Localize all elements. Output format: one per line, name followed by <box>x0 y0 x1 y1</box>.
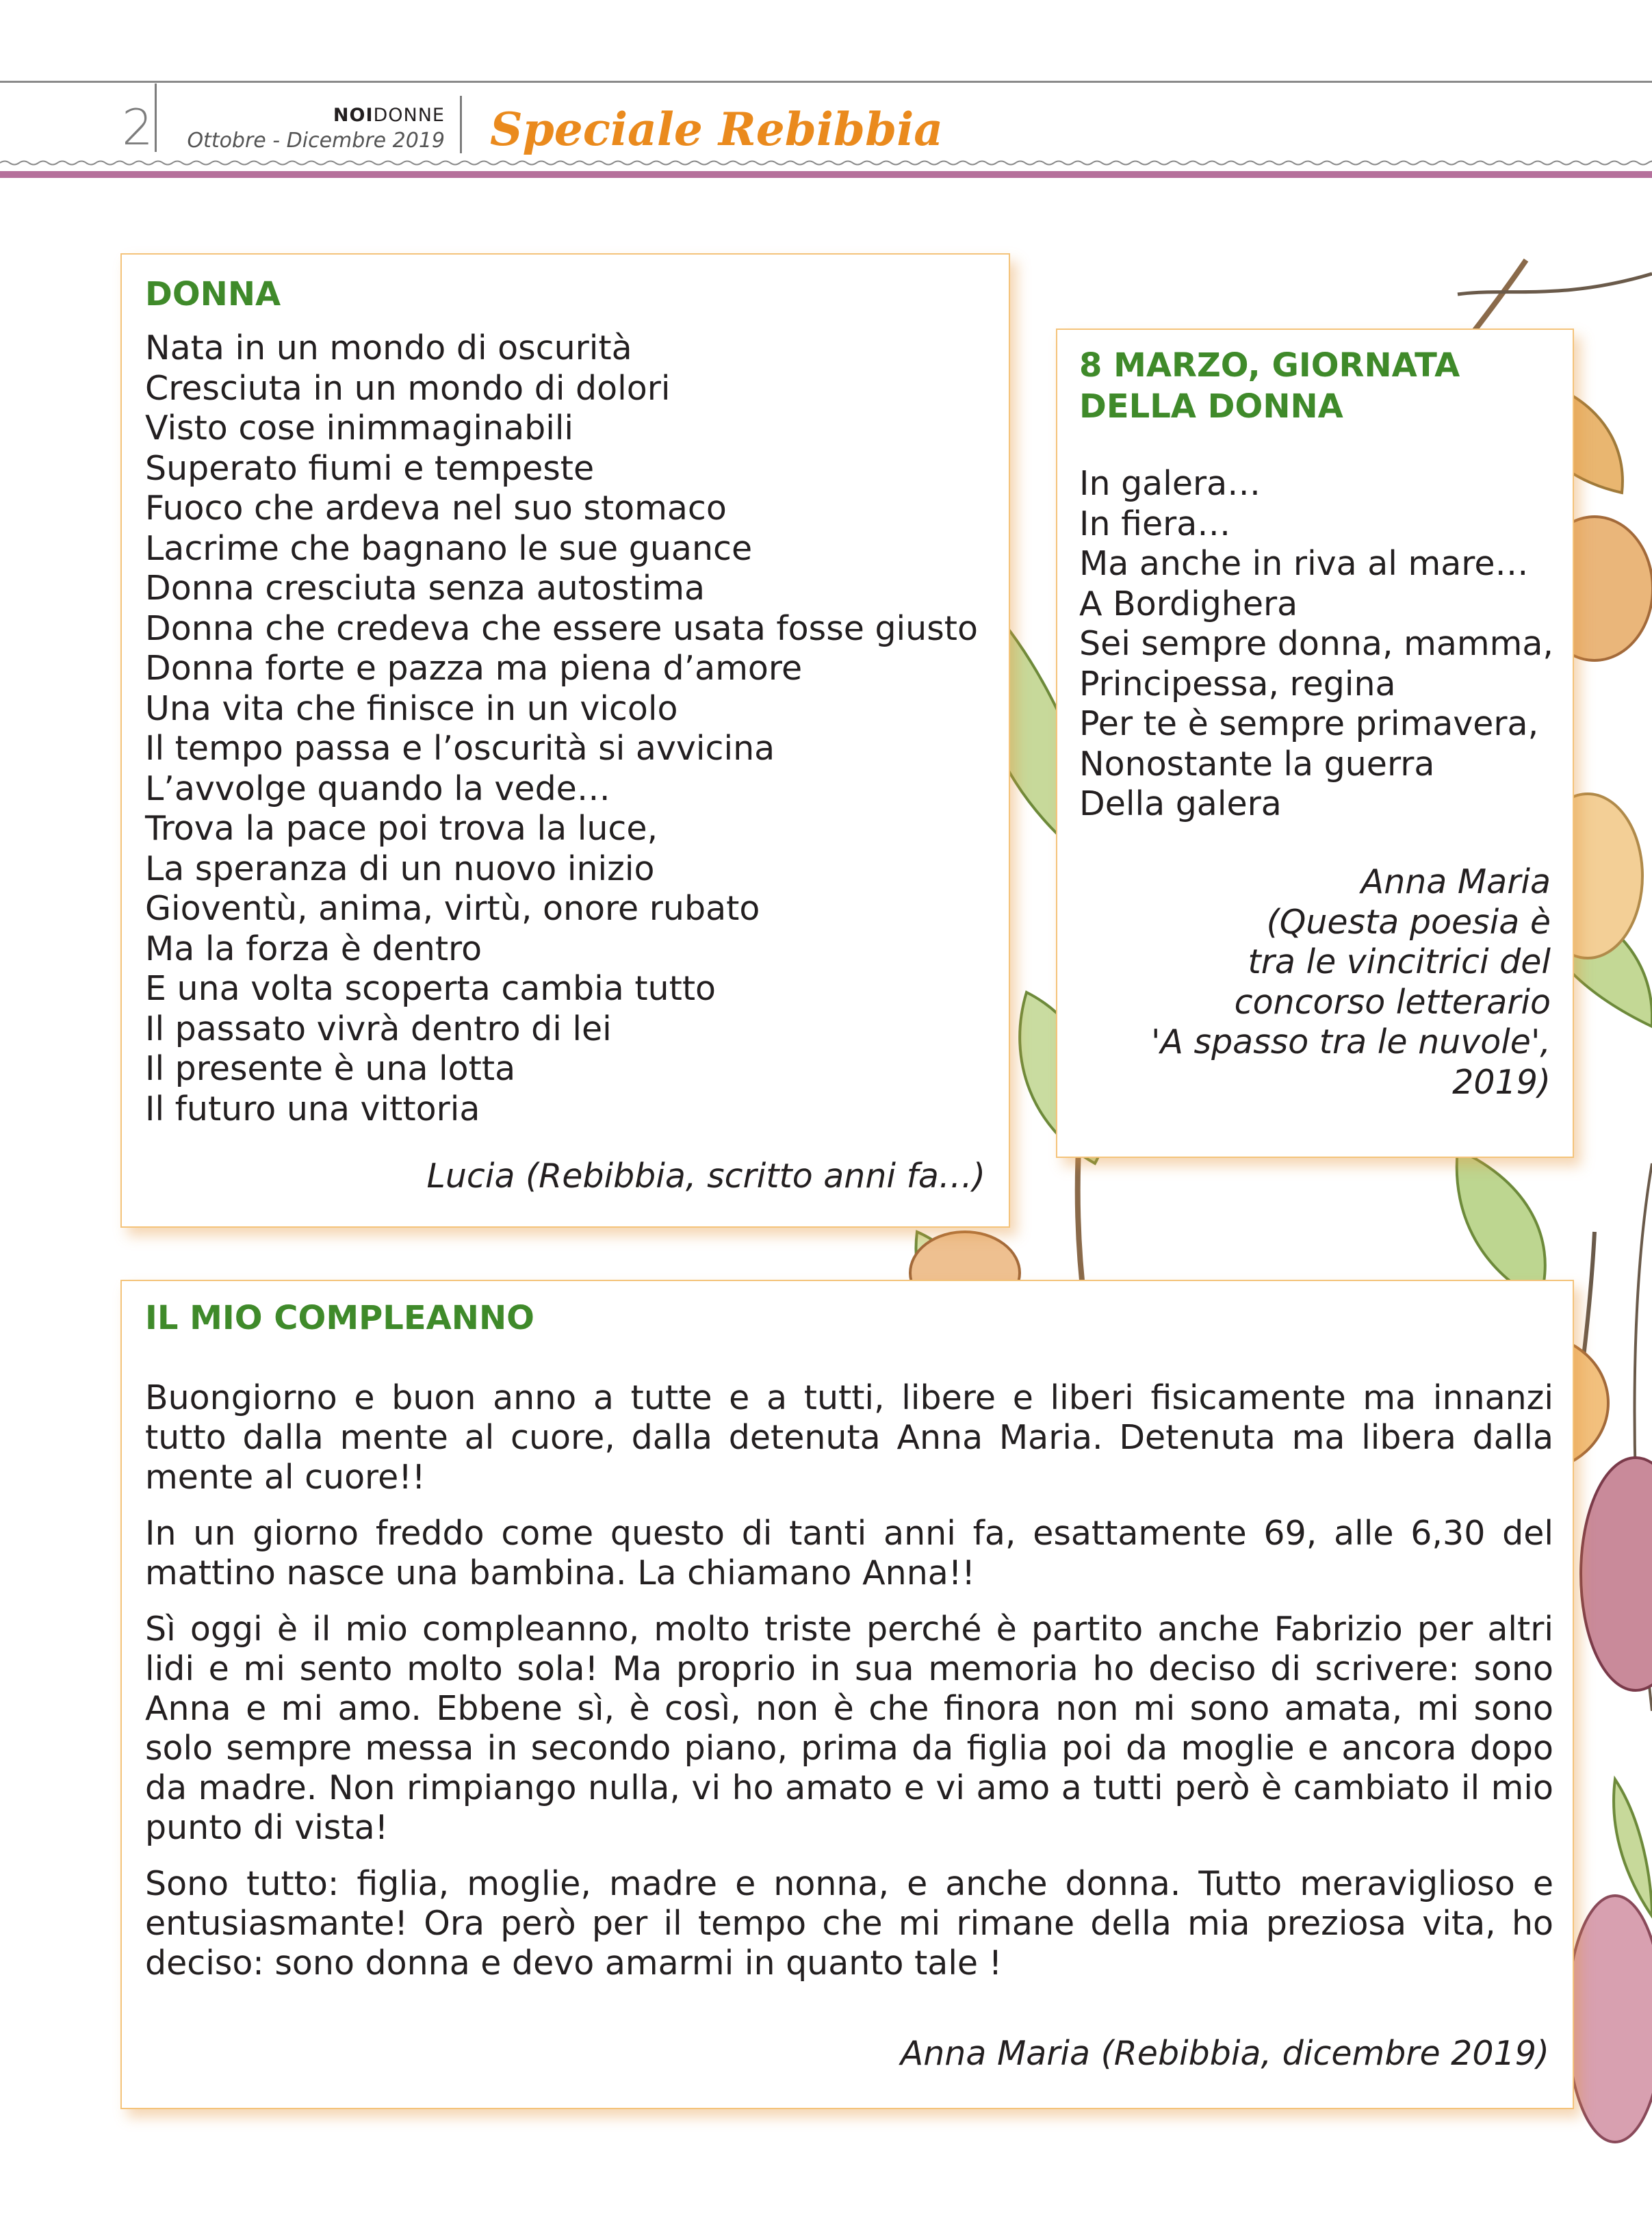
article-compleanno-card <box>120 1280 1574 2109</box>
poem-line: Superato fiumi e tempeste <box>145 448 595 488</box>
article-compleanno-title: IL MIO COMPLEANNO <box>145 1299 534 1337</box>
article-paragraph: In un giorno freddo come questo di tanti anni fa, esattamente 69, alle 6,30 del mattino nasce una bambina. La chiamano Anna!! <box>145 1514 1553 1592</box>
poem-line: Il presente è una lotta <box>145 1049 516 1088</box>
poem-line: La speranza di un nuovo inizio <box>145 849 655 888</box>
poem-donna-verses <box>145 328 978 1129</box>
poem-line: E una volta scoperta cambia tutto <box>145 969 717 1008</box>
poem-line: Ma la forza è dentro <box>145 929 482 968</box>
section-title: Speciale Rebibbia <box>490 103 944 156</box>
poem-line: In fiera… <box>1079 504 1231 543</box>
poem-line: Trova la pace poi trova la luce, <box>145 809 658 848</box>
poem-line: Il futuro una vittoria <box>145 1089 480 1129</box>
issue-date: Ottobre - Dicembre 2019 <box>187 129 445 153</box>
poem-line: Una vita che finisce in un vicolo <box>145 688 678 728</box>
poem-line: Donna forte e pazza ma piena d’amore <box>145 649 803 688</box>
signature-line: tra le vincitrici del <box>1248 942 1551 981</box>
signature-line: concorso letterario <box>1234 982 1551 1022</box>
signature-line: Anna Maria <box>1360 862 1551 901</box>
poem-line: In galera… <box>1079 464 1261 503</box>
magazine-name <box>333 105 445 126</box>
poem-line: Cresciuta in un mondo di dolori <box>145 368 671 408</box>
signature-line: 2019) <box>1452 1062 1551 1102</box>
poem-line: Nata in un mondo di oscurità <box>145 328 632 367</box>
poem-line: Il passato vivrà dentro di lei <box>145 1009 612 1048</box>
poem-donna-card <box>120 253 1010 1228</box>
article-compleanno-body <box>145 1378 1553 1983</box>
header-divider <box>155 83 157 152</box>
poem-line: Della galera <box>1079 784 1282 823</box>
signature-line: (Questa poesia è <box>1266 902 1551 942</box>
article-paragraph: Sono tutto: figlia, moglie, madre e nonna, e anche donna. Tutto meraviglioso e entusiasmante! Ora però per il tempo che mi rimane della mia preziosa vita, ho deciso: sono donna e devo amarmi in quanto tale ! <box>145 1864 1553 1983</box>
magazine-name-rest: DONNE <box>373 105 445 126</box>
poem-line: Per te è sempre primavera, <box>1079 704 1539 743</box>
poem-marzo-card <box>1056 328 1574 1158</box>
article-paragraph: Sì oggi è il mio compleanno, molto triste perché è partito anche Fabrizio per altri lidi e mi sento molto sola! Ma proprio in sua memoria ho deciso di scrivere: sono Anna e mi amo. Ebbene sì, è così, non è che finora non mi sono amata, mi sono solo sempre messa in secondo piano, prima da figlia poi da moglie e ancora dopo da madre. Non rimpiango nulla, vi ho amato e vi amo a tutti però è cambiato il mio punto di vista! <box>145 1610 1553 1847</box>
poem-line: Visto cose inimmaginabili <box>145 409 574 448</box>
poem-line: Ma anche in riva al mare… <box>1079 544 1529 583</box>
poem-line: Principessa, regina <box>1079 664 1396 704</box>
poem-marzo-verses <box>1079 464 1553 825</box>
poem-marzo-title-line1: 8 MARZO, GIORNATA <box>1079 346 1460 385</box>
poem-donna-signature: Lucia (Rebibbia, scritto anni fa…) <box>426 1157 985 1196</box>
poem-line: Gioventù, anima, virtù, onore rubato <box>145 889 760 928</box>
poem-line: Nonostante la guerra <box>1079 744 1435 784</box>
poem-marzo-signature <box>1151 862 1551 1102</box>
signature-line: 'A spasso tra le nuvole', <box>1150 1022 1551 1061</box>
poem-line: Lacrime che bagnano le sue guance <box>145 528 753 568</box>
poem-donna-title: DONNA <box>145 275 281 313</box>
magazine-name-bold: NOI <box>333 105 374 126</box>
page-number: 2 <box>122 99 153 156</box>
poem-line: Il tempo passa e l’oscurità si avvicina <box>145 729 775 768</box>
poem-line: Sei sempre donna, mamma, <box>1079 624 1553 663</box>
header-divider <box>460 96 462 153</box>
poem-line: Donna cresciuta senza autostima <box>145 569 705 608</box>
poem-line: Fuoco che ardeva nel suo stomaco <box>145 489 727 528</box>
poem-line: Donna che credeva che essere usata fosse giusto <box>145 608 978 648</box>
article-paragraph: Buongiorno e buon anno a tutte e a tutti, libere e liberi fisicamente ma innanzi tutto dalla mente al cuore, dalla detenuta Anna Maria. Detenuta ma libera dalla mente al cuore!! <box>145 1378 1553 1497</box>
poem-line: A Bordighera <box>1079 584 1298 623</box>
poem-marzo-title <box>1079 345 1460 427</box>
header-top-rule <box>0 81 1652 83</box>
article-compleanno-signature: Anna Maria (Rebibbia, dicembre 2019) <box>900 2034 1549 2073</box>
poem-marzo-title-line2: DELLA DONNA <box>1079 387 1343 426</box>
header-wave-band <box>0 159 1652 183</box>
poem-line: L’avvolge quando la vede… <box>145 769 610 808</box>
